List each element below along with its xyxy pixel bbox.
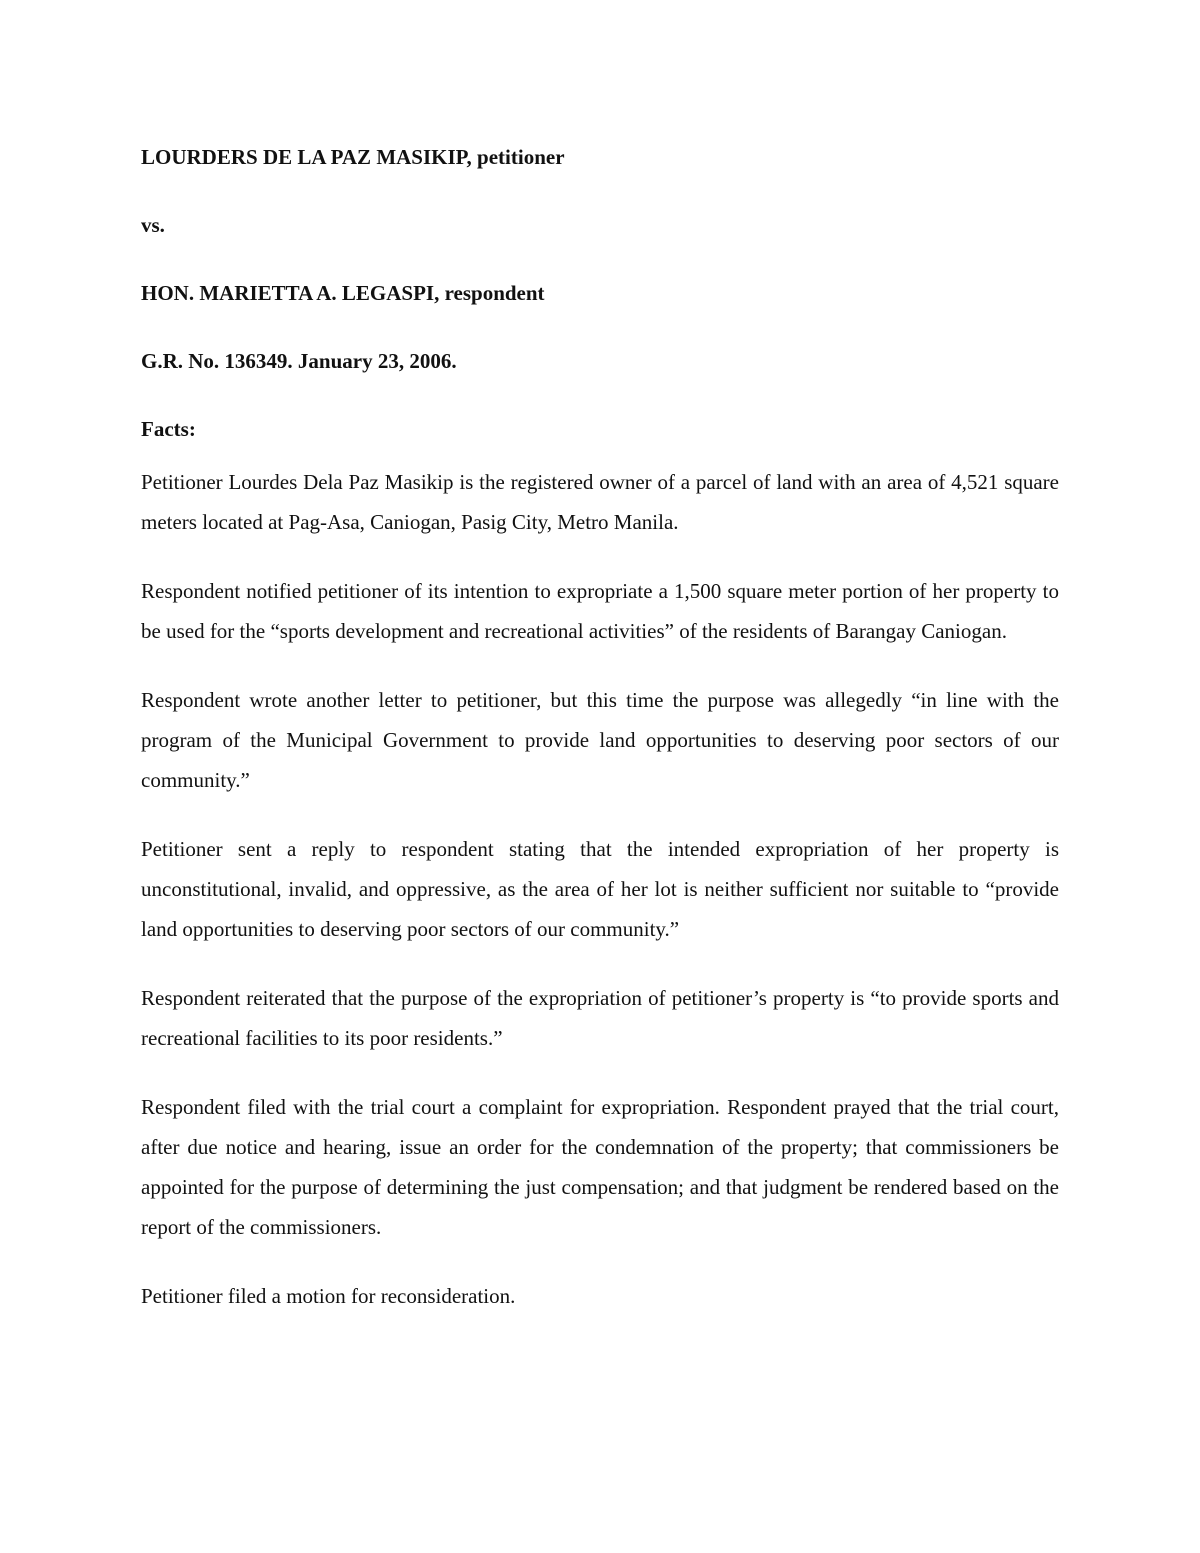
section-title-facts: Facts: bbox=[141, 417, 196, 441]
document-body bbox=[141, 142, 1059, 1345]
facts-paragraph: Respondent reiterated that the purpose of the expropriation of petitioner’s property is “to provide sports and recreational facilities to its poor residents.” bbox=[141, 986, 1059, 1050]
facts-paragraph: Respondent filed with the trial court a complaint for expropriation. Respondent prayed that the trial court, after due notice and hearing, issue an order for the condemnation of the property; that commissioners be appointed for the purpose of determining the just compensation; and that judgment be rendered based on the report of the commissioners. bbox=[141, 1095, 1059, 1239]
case-number: G.R. No. 136349. January 23, 2006. bbox=[141, 349, 457, 373]
petitioner-line: LOURDERS DE LA PAZ MASIKIP, petitioner bbox=[141, 145, 565, 169]
facts-paragraph: Respondent notified petitioner of its intention to expropriate a 1,500 square meter portion of her property to be used for the “sports development and recreational activities” of the residents of Barangay Caniogan. bbox=[141, 579, 1059, 643]
facts-paragraph: Petitioner sent a reply to respondent stating that the intended expropriation of her property is unconstitutional, invalid, and oppressive, as the area of her lot is neither sufficient nor suitable to “provide land opportunities to deserving poor sectors of our community.” bbox=[141, 837, 1059, 941]
respondent-line: HON. MARIETTA A. LEGASPI, respondent bbox=[141, 281, 545, 305]
versus-line: vs. bbox=[141, 213, 165, 237]
facts-paragraph: Petitioner filed a motion for reconsideration. bbox=[141, 1284, 516, 1308]
facts-paragraph: Petitioner Lourdes Dela Paz Masikip is the registered owner of a parcel of land with an area of 4,521 square meters located at Pag-Asa, Caniogan, Pasig City, Metro Manila. bbox=[141, 470, 1059, 534]
facts-paragraph: Respondent wrote another letter to petitioner, but this time the purpose was allegedly “in line with the program of the Municipal Government to provide land opportunities to deserving poor sectors of our community.” bbox=[141, 688, 1059, 792]
